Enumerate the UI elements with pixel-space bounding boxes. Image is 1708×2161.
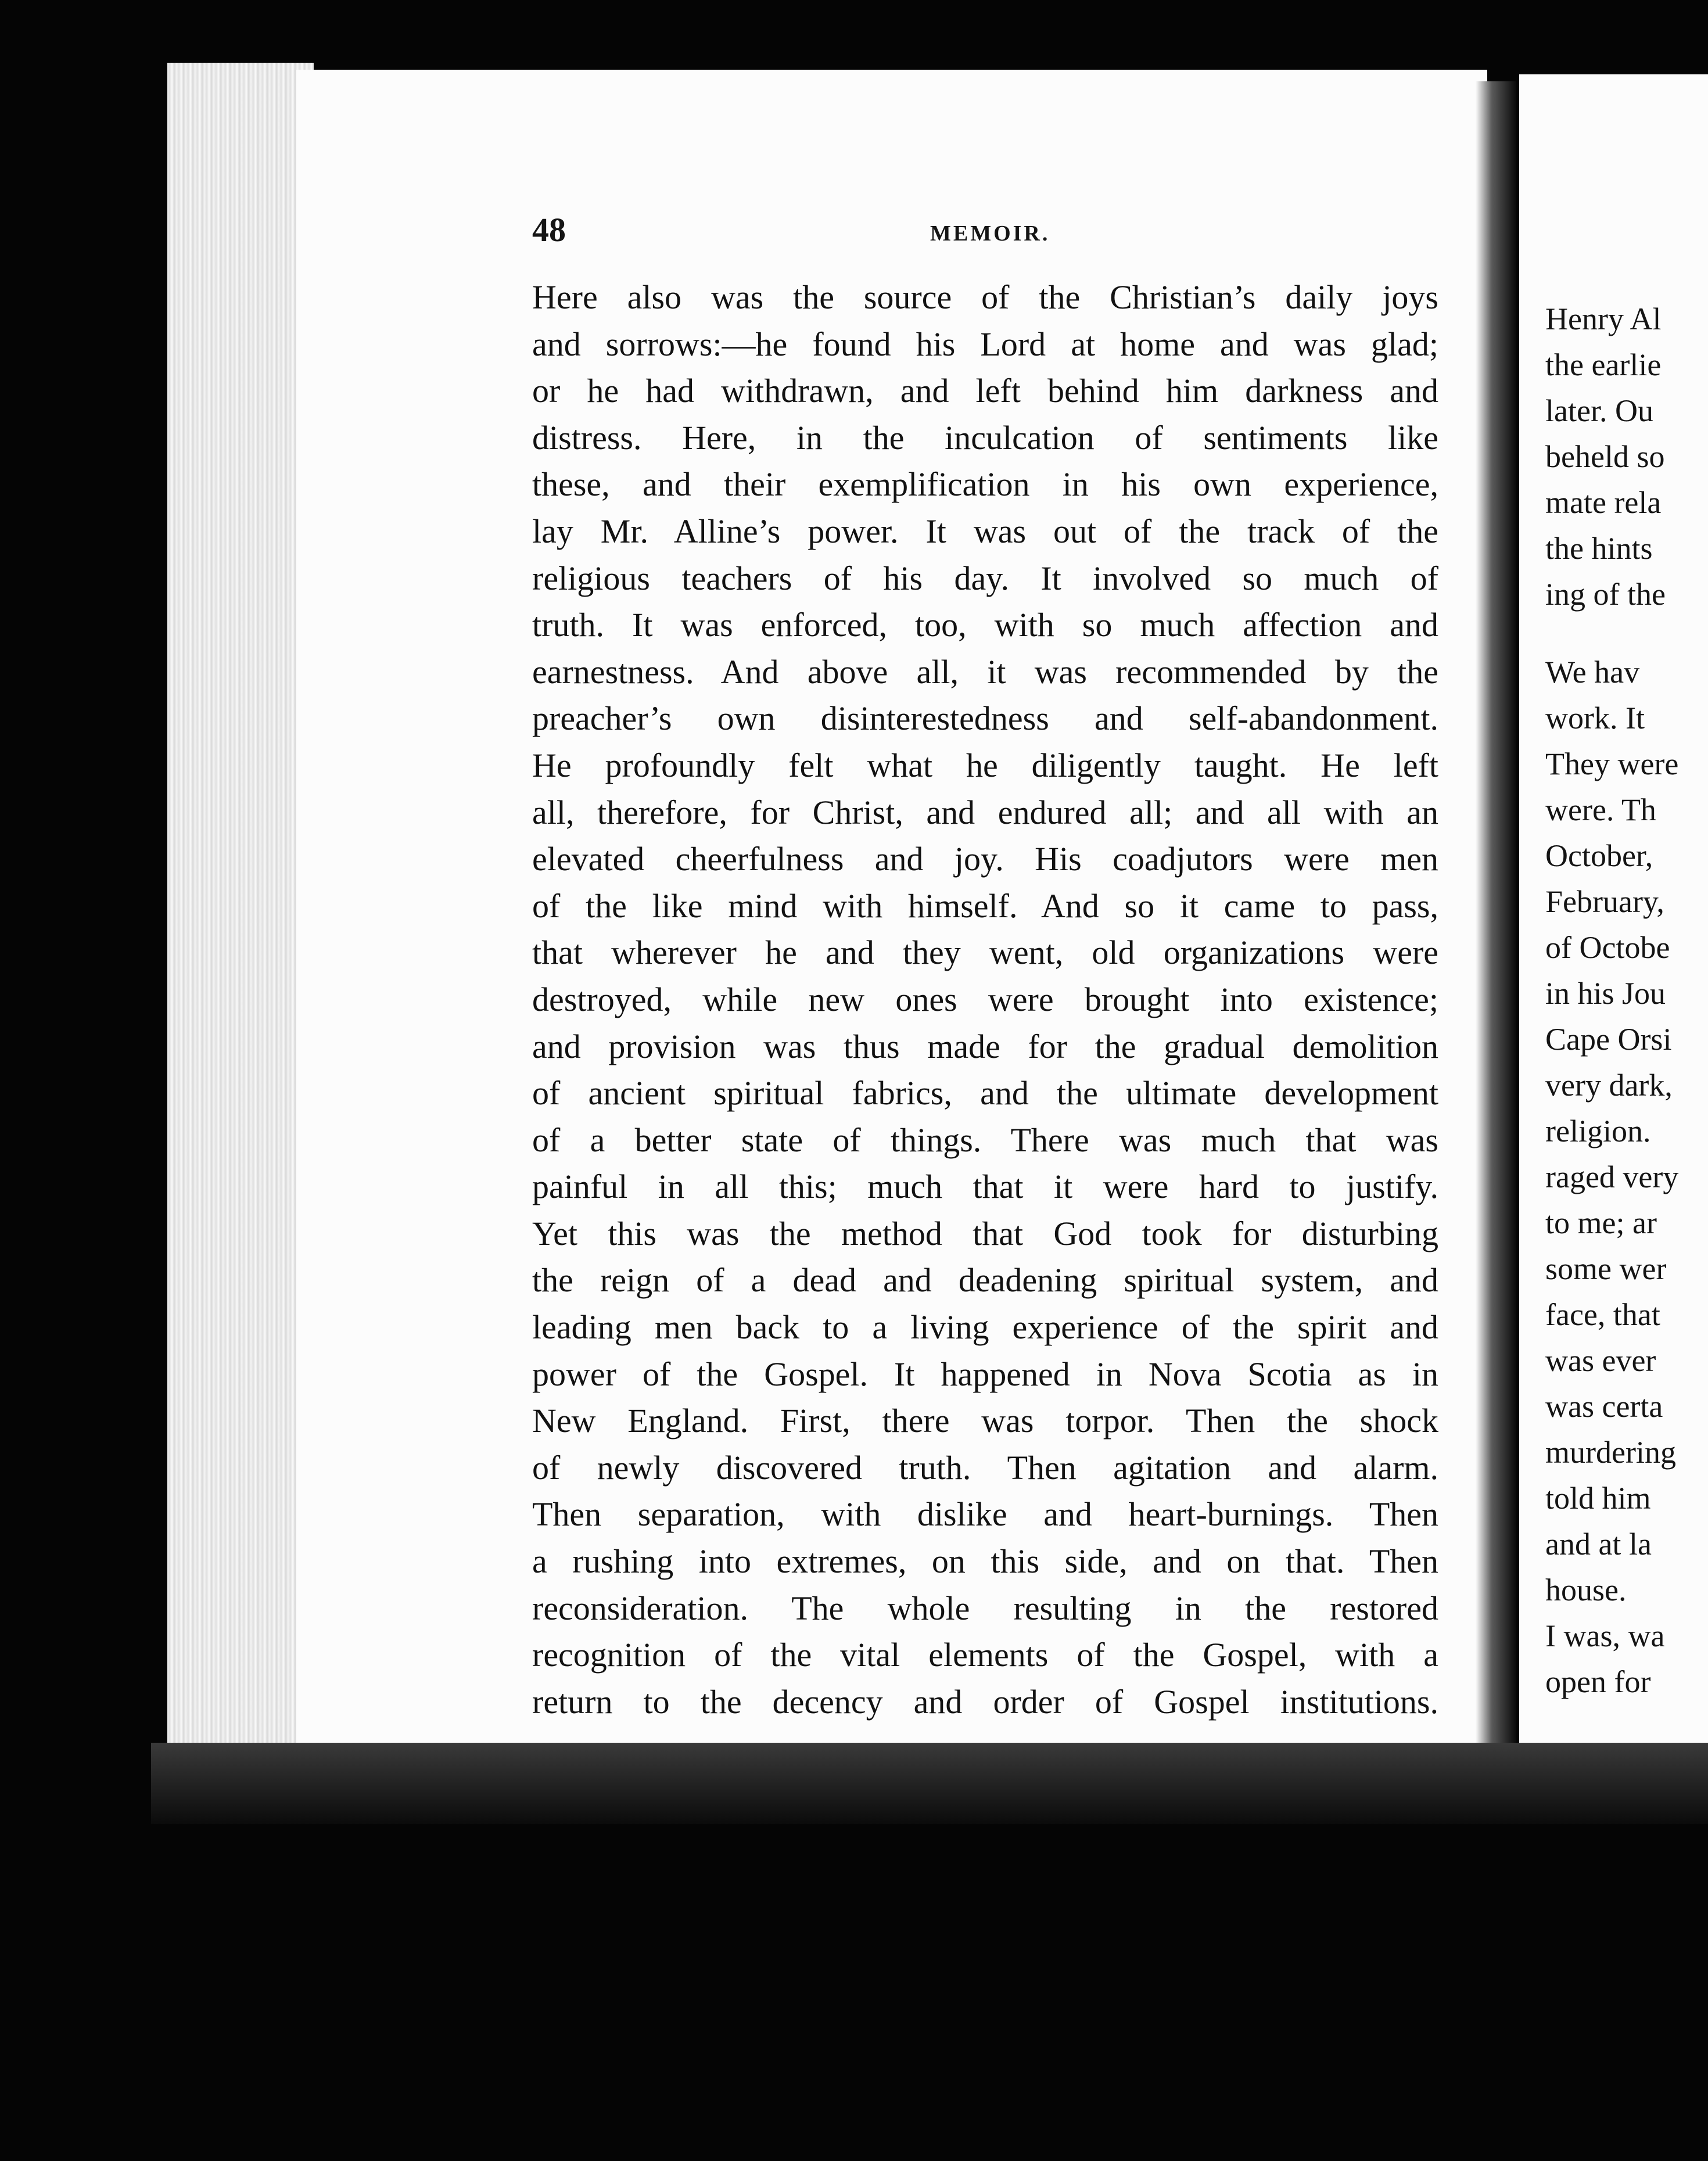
text-line: Then separation, with dislike and heart-burnings. Then xyxy=(532,1495,1438,1534)
page-header xyxy=(532,210,1438,263)
fragment-line: the earlie xyxy=(1545,347,1662,382)
text-line: return to the decency and order of Gospel institutions. xyxy=(532,1682,1438,1721)
fragment-line: told him xyxy=(1545,1481,1651,1516)
fragment-line: and at la xyxy=(1545,1527,1652,1561)
fragment-line: They were xyxy=(1545,746,1679,781)
fragment-line: some wer xyxy=(1545,1251,1667,1286)
fragment-line: ing of the xyxy=(1545,577,1666,612)
text-line: of a better state of things. There was much that was xyxy=(532,1121,1438,1159)
page-edges xyxy=(167,63,314,1744)
text-line: power of the Gospel. It happened in Nova Scotia as in xyxy=(532,1355,1438,1393)
fragment-line: open for xyxy=(1545,1664,1651,1699)
text-line: recognition of the vital elements of the Gospel, with a xyxy=(532,1636,1438,1674)
fragment-line: We hav xyxy=(1545,655,1640,690)
text-line: of ancient spiritual fabrics, and the ultimate development xyxy=(532,1074,1438,1112)
text-line: that wherever he and they went, old organizations were xyxy=(532,934,1438,972)
fragment-line: in his Jou xyxy=(1545,976,1666,1011)
fragment-line: February, xyxy=(1545,884,1664,919)
fragment-line: later. Ou xyxy=(1545,393,1653,428)
text-line: destroyed, while new ones were brought into existence; xyxy=(532,980,1438,1018)
text-line: and provision was thus made for the gradual demolition xyxy=(532,1027,1438,1065)
text-line: the reign of a dead and deadening spiritual system, and xyxy=(532,1261,1438,1300)
text-line: preacher’s own disinterestedness and self-abandonment. xyxy=(532,699,1438,738)
text-line: He profoundly felt what he diligently taught. He left xyxy=(532,746,1438,784)
text-line: lay Mr. Alline’s power. It was out of the track of the xyxy=(532,512,1438,550)
text-line: Here also was the source of the Christian’s daily joys xyxy=(532,278,1438,316)
text-line: of newly discovered truth. Then agitation and alarm. xyxy=(532,1448,1438,1487)
body-text xyxy=(532,274,1438,1725)
text-line: all, therefore, for Christ, and endured all; and all with an xyxy=(532,793,1438,831)
text-line: distress. Here, in the inculcation of sentiments like xyxy=(532,418,1438,457)
fragment-line: house. xyxy=(1545,1573,1627,1607)
fragment-line: beheld so xyxy=(1545,439,1665,474)
fragment-line xyxy=(1545,618,1708,649)
fragment-line: October, xyxy=(1545,838,1653,873)
text-line: painful in all this; much that it were hard to justify. xyxy=(532,1168,1438,1206)
book-gutter xyxy=(1476,81,1516,1743)
fragment-line: very dark, xyxy=(1545,1068,1673,1103)
page-number: 48 xyxy=(532,211,566,249)
text-line: leading men back to a living experience of the spirit and xyxy=(532,1308,1438,1347)
text-line: of the like mind with himself. And so it came to pass, xyxy=(532,886,1438,925)
text-line: reconsideration. The whole resulting in the restored xyxy=(532,1589,1438,1627)
bottom-shadow xyxy=(151,1743,1708,1824)
fragment-line: of Octobe xyxy=(1545,930,1670,965)
fragment-line: raged very xyxy=(1545,1160,1679,1194)
text-line: earnestness. And above all, it was recommended by the xyxy=(532,652,1438,691)
text-line: these, and their exemplification in his own experience, xyxy=(532,465,1438,504)
fragment-line: I was, wa xyxy=(1545,1618,1665,1653)
text-line: elevated cheerfulness and joy. His coadjutors were men xyxy=(532,840,1438,878)
running-head: MEMOIR. xyxy=(930,221,1050,246)
fragment-line: to me; ar xyxy=(1545,1205,1657,1240)
fragment-line: the hints xyxy=(1545,531,1653,566)
fragment-line: were. Th xyxy=(1545,792,1656,827)
text-line: New England. First, there was torpor. Then the shock xyxy=(532,1402,1438,1440)
fragment-line: religion. xyxy=(1545,1114,1651,1148)
text-line: and sorrows:—he found his Lord at home and was glad; xyxy=(532,325,1438,363)
text-line: a rushing into extremes, on this side, and on that. Then xyxy=(532,1542,1438,1581)
text-line: Yet this was the method that God took for disturbing xyxy=(532,1214,1438,1252)
right-page-fragment xyxy=(1545,296,1708,1705)
text-line: truth. It was enforced, too, with so much affection and xyxy=(532,606,1438,644)
fragment-line: was certa xyxy=(1545,1389,1663,1424)
fragment-line: work. It xyxy=(1545,701,1645,735)
fragment-line: Henry Al xyxy=(1545,301,1662,336)
fragment-line: Cape Orsi xyxy=(1545,1022,1672,1057)
fragment-line: murdering xyxy=(1545,1435,1676,1470)
fragment-line: mate rela xyxy=(1545,485,1662,520)
text-line: religious teachers of his day. It involved so much of xyxy=(532,559,1438,597)
text-line: or he had withdrawn, and left behind him darkness and xyxy=(532,372,1438,410)
fragment-line: face, that xyxy=(1545,1297,1660,1332)
fragment-line: was ever xyxy=(1545,1343,1656,1378)
